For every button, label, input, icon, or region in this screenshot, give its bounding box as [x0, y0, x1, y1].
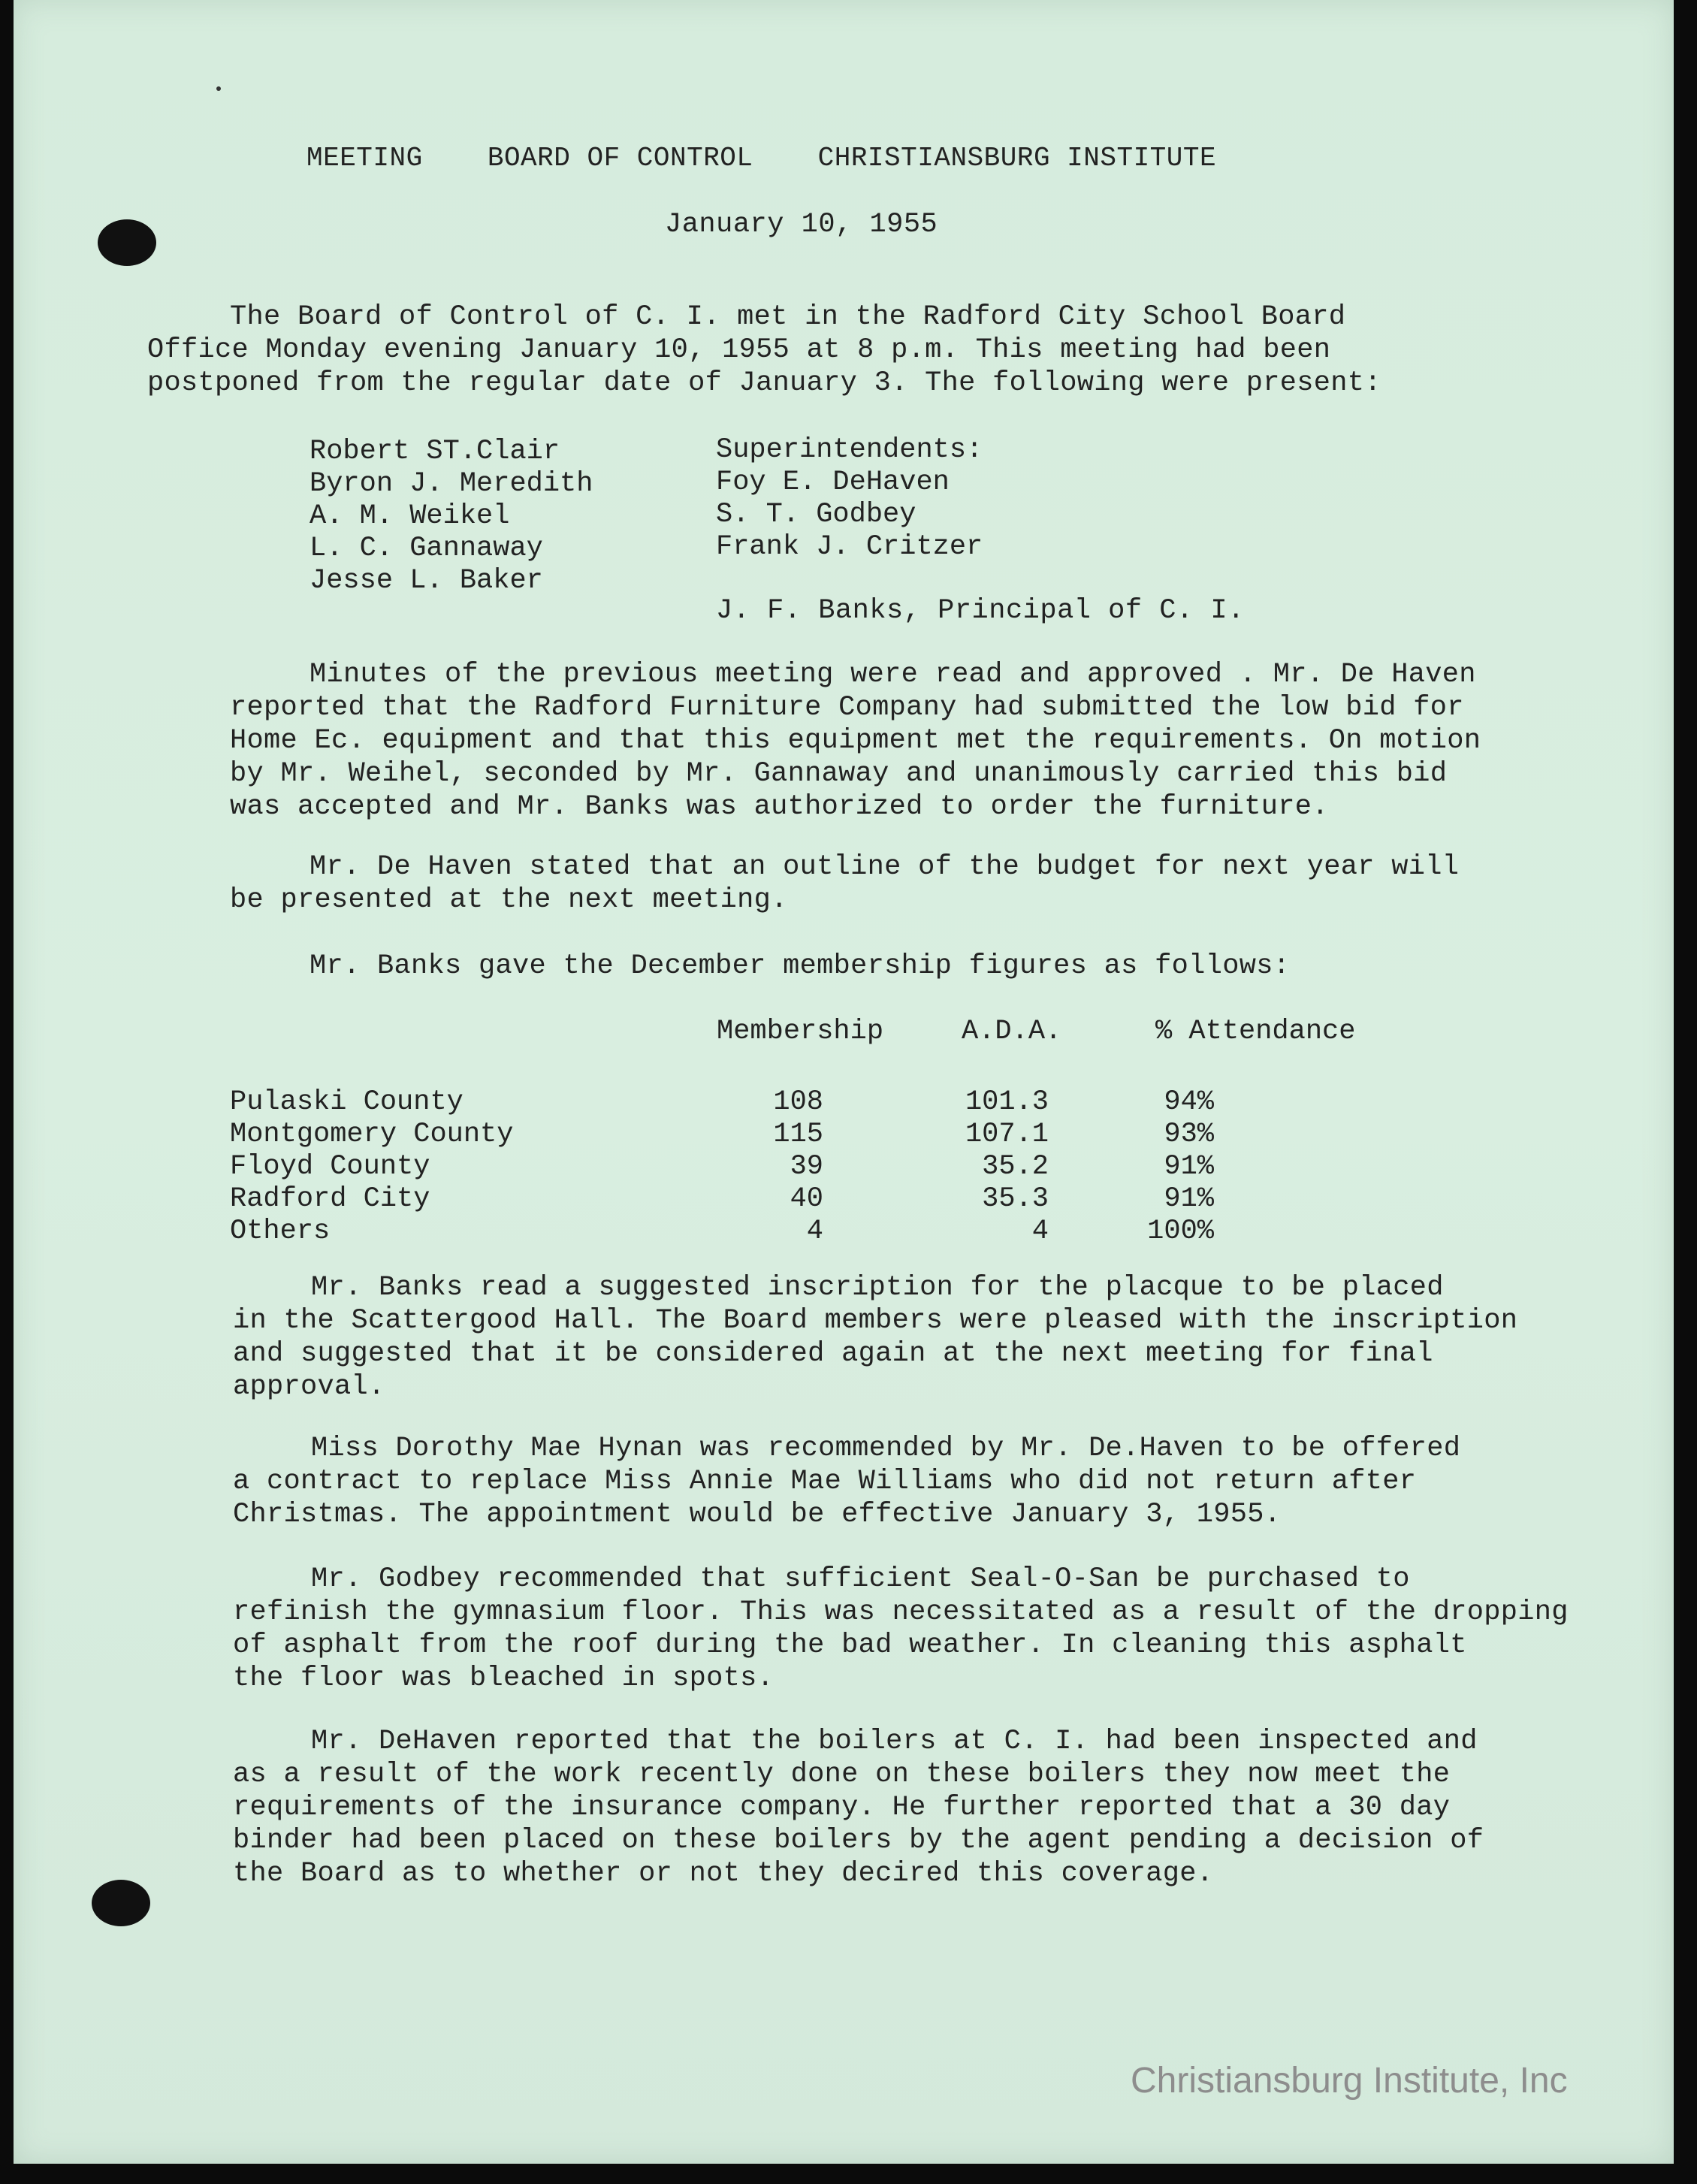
attendee-name: Foy E. DeHaven: [716, 467, 950, 498]
text-line: Mr. Godbey recommended that sufficient Seal-O-San be purchased to: [311, 1563, 1410, 1595]
membership-value: 4: [806, 1216, 823, 1247]
text-line: Mr. Banks gave the December membership figures as follows:: [310, 950, 1291, 982]
attendance-value: 100%: [1147, 1216, 1214, 1247]
floor-paragraph: [233, 1563, 1569, 1695]
column-header-ada: A.D.A.: [962, 1016, 1062, 1047]
table-row: [230, 1086, 1282, 1119]
membership-value: 39: [790, 1151, 823, 1183]
text-line: Home Ec. equipment and that this equipment met the requirements. On motion: [230, 725, 1481, 757]
text-line: a contract to replace Miss Annie Mae Williams who did not return after: [233, 1466, 1417, 1497]
text-line: as a result of the work recently done on these boilers they now meet the: [233, 1759, 1451, 1790]
text-line: in the Scattergood Hall. The Board members were pleased with the inscription: [233, 1305, 1518, 1337]
membership-value: 108: [773, 1086, 823, 1118]
text-line: postponed from the regular date of January 3. The following were present:: [147, 367, 1381, 399]
county-name: Montgomery County: [230, 1119, 514, 1150]
membership-value: 40: [790, 1183, 823, 1215]
attendance-value: 91%: [1164, 1151, 1214, 1183]
text-line: the floor was bleached in spots.: [233, 1663, 775, 1694]
ada-value: 107.1: [965, 1119, 1049, 1150]
attendance-value: 94%: [1164, 1086, 1214, 1118]
attendee-name: Byron J. Meredith: [310, 468, 593, 500]
table-row: [230, 1151, 1282, 1183]
text-line: refinish the gymnasium floor. This was necessitated as a result of the dropping: [233, 1596, 1569, 1628]
text-line: Minutes of the previous meeting were read and approved . Mr. De Haven: [310, 659, 1476, 690]
text-line: be presented at the next meeting.: [230, 884, 788, 916]
membership-intro: [310, 950, 1290, 983]
text-line: Mr. DeHaven reported that the boilers at C. I. had been inspected and: [311, 1726, 1478, 1757]
superintendents-label: Superintendents:: [716, 434, 983, 466]
hire-paragraph: [233, 1432, 1461, 1531]
ada-value: 35.3: [982, 1183, 1049, 1215]
text-line: reported that the Radford Furniture Company had submitted the low bid for: [230, 692, 1464, 723]
ada-value: 4: [1031, 1216, 1049, 1247]
text-line: approval.: [233, 1371, 385, 1403]
text-line: Mr. De Haven stated that an outline of the budget for next year will: [310, 851, 1460, 883]
text-line: Office Monday evening January 10, 1955 at 8 p.m. This meeting had been: [147, 334, 1331, 366]
text-line: The Board of Control of C. I. met in the Radford City School Board: [230, 301, 1346, 333]
text-line: requirements of the insurance company. He further reported that a 30 day: [233, 1792, 1451, 1823]
text-line: Mr. Banks read a suggested inscription for the placque to be placed: [311, 1272, 1444, 1303]
boiler-paragraph: [233, 1725, 1484, 1890]
text-line: Christmas. The appointment would be effective January 3, 1955.: [233, 1499, 1282, 1530]
county-name: Floyd County: [230, 1151, 430, 1183]
text-line: and suggested that it be considered again at the next meeting for final: [233, 1338, 1433, 1370]
membership-value: 115: [773, 1119, 823, 1150]
ada-value: 101.3: [965, 1086, 1049, 1118]
plaque-paragraph: [233, 1271, 1518, 1403]
minutes-paragraph: [230, 658, 1481, 823]
superintendents-list: [716, 434, 983, 563]
county-name: Pulaski County: [230, 1086, 464, 1118]
attendee-name: Frank J. Critzer: [716, 531, 983, 563]
intro-paragraph: [147, 301, 1381, 400]
punch-hole: [92, 1880, 150, 1926]
attendee-name: Robert ST.Clair: [310, 436, 560, 467]
watermark: Christiansburg Institute, Inc: [1131, 2061, 1568, 2101]
ada-value: 35.2: [982, 1151, 1049, 1183]
table-row: [230, 1183, 1282, 1216]
attendee-name: S. T. Godbey: [716, 499, 916, 530]
punch-hole: [98, 219, 156, 266]
county-name: Others: [230, 1216, 331, 1247]
principal-line: J. F. Banks, Principal of C. I.: [716, 595, 1245, 627]
attendee-name: Jesse L. Baker: [310, 565, 543, 597]
board-members-list: [310, 436, 593, 597]
text-line: by Mr. Weihel, seconded by Mr. Gannaway and unanimously carried this bid: [230, 758, 1448, 790]
table-row: [230, 1119, 1282, 1151]
text-line: was accepted and Mr. Banks was authorized to order the furniture.: [230, 791, 1329, 823]
title-board: BOARD OF CONTROL: [487, 143, 753, 174]
title-institute: CHRISTIANSBURG INSTITUTE: [817, 143, 1217, 174]
attendance-value: 93%: [1164, 1119, 1214, 1150]
county-name: Radford City: [230, 1183, 430, 1215]
column-header-membership: Membership: [717, 1016, 884, 1047]
text-line: Miss Dorothy Mae Hynan was recommended by Mr. De.Haven to be offered: [311, 1433, 1461, 1464]
text-line: the Board as to whether or not they decired this coverage.: [233, 1858, 1214, 1889]
title-meeting: MEETING: [306, 143, 423, 174]
attendee-name: L. C. Gannaway: [310, 533, 543, 564]
text-line: of asphalt from the roof during the bad weather. In cleaning this asphalt: [233, 1630, 1467, 1661]
table-row: [230, 1216, 1282, 1248]
ink-speck: [216, 86, 221, 91]
attendee-name: A. M. Weikel: [310, 500, 510, 532]
page-title: [306, 143, 1264, 174]
meeting-date: January 10, 1955: [665, 209, 938, 240]
budget-paragraph: [230, 850, 1460, 917]
attendance-value: 91%: [1164, 1183, 1214, 1215]
text-line: binder had been placed on these boilers by the agent pending a decision of: [233, 1825, 1484, 1856]
column-header-attendance: % Attendance: [1155, 1016, 1356, 1047]
